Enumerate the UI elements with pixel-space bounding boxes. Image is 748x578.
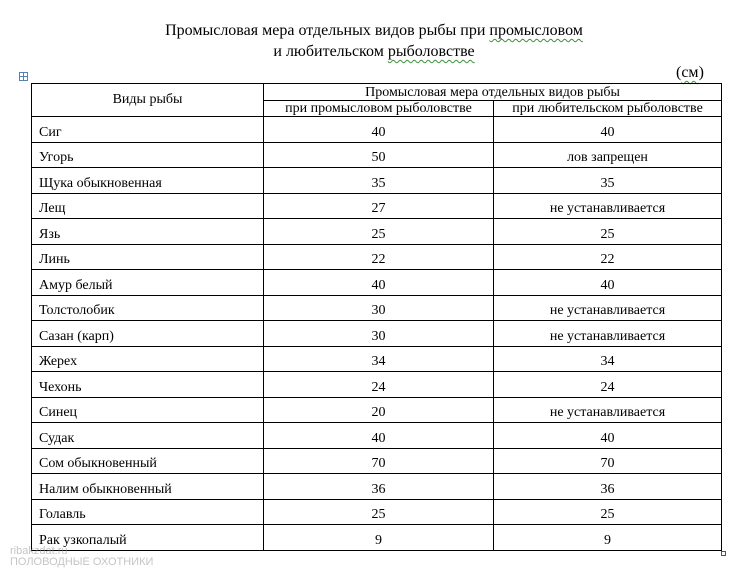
commercial-size-cell: 35 xyxy=(264,168,494,194)
commercial-size-cell: 22 xyxy=(264,244,494,270)
header-group: Промысловая мера отдельных видов рыбы xyxy=(264,84,722,101)
amateur-size-cell: 36 xyxy=(494,474,722,500)
header-species: Виды рыбы xyxy=(32,84,264,117)
unit-close-paren: ) xyxy=(698,64,704,81)
amateur-size-cell: 25 xyxy=(494,499,722,525)
title-line-2 xyxy=(0,41,748,62)
commercial-size-cell: 40 xyxy=(264,423,494,449)
watermark-line-1: ribakzdat.ru xyxy=(10,545,68,557)
title-line-1-text: Промысловая мера отдельных видов рыбы при xyxy=(165,22,490,39)
amateur-size-cell: 9 xyxy=(494,525,722,551)
species-cell: Угорь xyxy=(32,142,264,168)
species-cell: Синец xyxy=(32,397,264,423)
unit-label xyxy=(676,64,704,82)
amateur-size-cell: не устанавливается xyxy=(494,321,722,347)
table-row xyxy=(32,525,722,551)
species-cell: Жерех xyxy=(32,346,264,372)
commercial-size-cell: 40 xyxy=(264,270,494,296)
species-cell: Язь xyxy=(32,219,264,245)
table-row xyxy=(32,270,722,296)
amateur-size-cell: 34 xyxy=(494,346,722,372)
table-row xyxy=(32,168,722,194)
amateur-size-cell: 70 xyxy=(494,448,722,474)
species-cell: Толстолобик xyxy=(32,295,264,321)
header-commercial: при промысловом рыболовстве xyxy=(264,101,494,117)
species-cell: Лещ xyxy=(32,193,264,219)
amateur-size-cell: 25 xyxy=(494,219,722,245)
header-row-1 xyxy=(32,84,722,101)
species-cell: Судак xyxy=(32,423,264,449)
amateur-size-cell: 40 xyxy=(494,270,722,296)
commercial-size-cell: 50 xyxy=(264,142,494,168)
species-cell: Щука обыкновенная xyxy=(32,168,264,194)
commercial-size-cell: 27 xyxy=(264,193,494,219)
commercial-size-cell: 36 xyxy=(264,474,494,500)
table-row xyxy=(32,474,722,500)
table-resize-handle-icon[interactable] xyxy=(721,551,726,556)
table-row xyxy=(32,244,722,270)
amateur-size-cell: не устанавливается xyxy=(494,193,722,219)
commercial-size-cell: 25 xyxy=(264,219,494,245)
table-row xyxy=(32,499,722,525)
table-row xyxy=(32,448,722,474)
species-cell: Налим обыкновенный xyxy=(32,474,264,500)
title-line-1-spellcheck-word: промысловом xyxy=(489,22,583,39)
table-row xyxy=(32,219,722,245)
commercial-size-cell: 25 xyxy=(264,499,494,525)
fish-size-table xyxy=(31,83,722,551)
title-line-2-spellcheck-word: рыболовстве xyxy=(387,43,475,60)
species-cell: Сиг xyxy=(32,117,264,143)
amateur-size-cell: 35 xyxy=(494,168,722,194)
table-row xyxy=(32,372,722,398)
document-title xyxy=(0,20,748,62)
amateur-size-cell: 22 xyxy=(494,244,722,270)
species-cell: Рак узкопалый xyxy=(32,525,264,551)
amateur-size-cell: 24 xyxy=(494,372,722,398)
commercial-size-cell: 20 xyxy=(264,397,494,423)
commercial-size-cell: 24 xyxy=(264,372,494,398)
commercial-size-cell: 34 xyxy=(264,346,494,372)
amateur-size-cell: 40 xyxy=(494,423,722,449)
amateur-size-cell: не устанавливается xyxy=(494,397,722,423)
unit-open-paren: ( xyxy=(676,64,682,81)
species-cell: Линь xyxy=(32,244,264,270)
header-amateur: при любительском рыболовстве xyxy=(494,101,722,117)
table-row xyxy=(32,142,722,168)
species-cell: Сом обыкновенный xyxy=(32,448,264,474)
species-cell: Сазан (карп) xyxy=(32,321,264,347)
species-cell: Чехонь xyxy=(32,372,264,398)
unit-spellcheck-word: см xyxy=(681,64,699,81)
commercial-size-cell: 30 xyxy=(264,321,494,347)
watermark-line-2: ПОЛОВОДНЫЕ ОХОТНИКИ xyxy=(10,556,154,568)
species-cell: Амур белый xyxy=(32,270,264,296)
table-row xyxy=(32,423,722,449)
table-row xyxy=(32,321,722,347)
table-move-handle-icon[interactable] xyxy=(19,72,28,81)
commercial-size-cell: 70 xyxy=(264,448,494,474)
table-row xyxy=(32,117,722,143)
amateur-size-cell: 40 xyxy=(494,117,722,143)
table-row xyxy=(32,295,722,321)
commercial-size-cell: 9 xyxy=(264,525,494,551)
title-line-2-text: и любительском xyxy=(273,43,388,60)
title-line-1 xyxy=(0,20,748,41)
commercial-size-cell: 40 xyxy=(264,117,494,143)
species-cell: Голавль xyxy=(32,499,264,525)
amateur-size-cell: не устанавливается xyxy=(494,295,722,321)
table-row xyxy=(32,193,722,219)
table-row xyxy=(32,346,722,372)
amateur-size-cell: лов запрещен xyxy=(494,142,722,168)
commercial-size-cell: 30 xyxy=(264,295,494,321)
table-row xyxy=(32,397,722,423)
table-body xyxy=(32,117,722,551)
